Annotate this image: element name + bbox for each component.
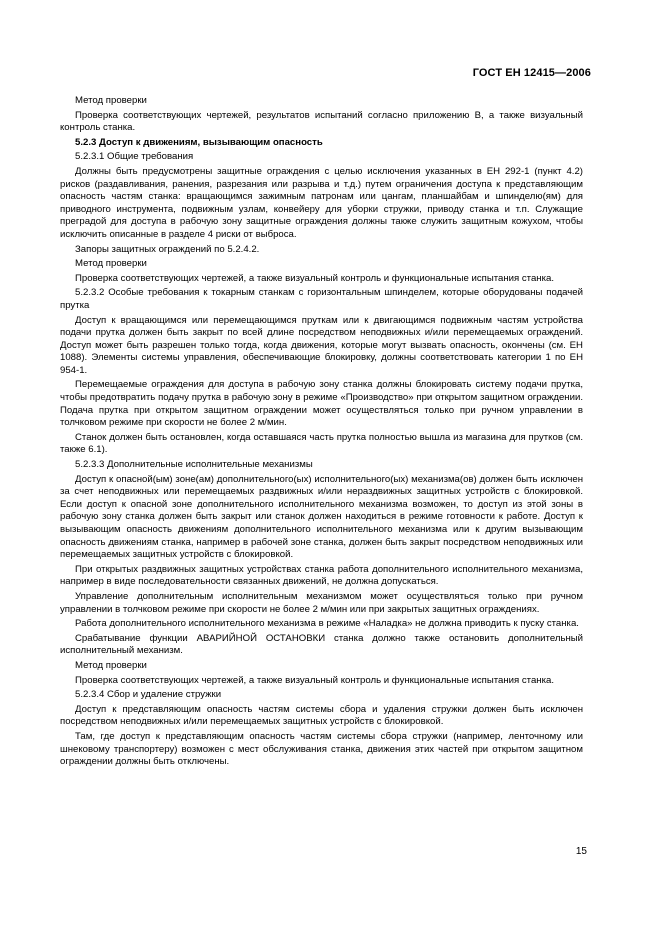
subsection-heading: 5.2.3.2 Особые требования к токарным станкам с горизонтальным шпинделем, которые оборудованы подачей прутка bbox=[60, 287, 583, 311]
section-heading: 5.2.3 Доступ к движениям, вызывающим опасность bbox=[75, 136, 323, 148]
paragraph: Метод проверки bbox=[75, 95, 147, 106]
subsection-heading: 5.2.3.4 Сбор и удаление стружки bbox=[75, 689, 222, 701]
subsection-heading: 5.2.3.3 Дополнительные исполнительные механизмы bbox=[75, 459, 313, 471]
paragraph: Срабатывание функции АВАРИЙНОЙ ОСТАНОВКИ станка должно также остановить дополнительный исполнительный механизм. bbox=[60, 632, 583, 657]
paragraph: Там, где доступ к представляющим опасность частям системы сбора стружки (например, ленточному или шнековому транспортеру) возможен с мест обслуживания станка, движения этих частей при открытом защитном ограждении должны быть отключены. bbox=[60, 730, 583, 768]
paragraph: Доступ к вращающимся или перемещающимся пруткам или к двигающимся подвижным частям устройства подачи прутка должен быть закрыт по всей длине посредством неподвижных и/или перемещаемых ограждений. Доступ может быть разрешен только тогда, когда движения, которые могут вызвать опасность, окончены (см. ЕН 1088). Элементы системы управления, обеспечивающие блокировку, должны соответствовать категории 1 по ЕН 954-1. bbox=[60, 314, 583, 376]
paragraph: При открытых раздвижных защитных устройствах станка работа дополнительного исполнительного механизма, например в виде последовательности связанных движений, не должна допускаться. bbox=[60, 563, 583, 588]
page-number: 15 bbox=[575, 846, 587, 857]
subsection-heading: 5.2.3.1 Общие требования bbox=[75, 151, 194, 163]
paragraph: Проверка соответствующих чертежей, а также визуальный контроль и функциональные испытания станка. bbox=[75, 272, 554, 284]
paragraph: Запоры защитных ограждений по 5.2.4.2. bbox=[75, 243, 260, 255]
paragraph: Метод проверки bbox=[75, 659, 147, 671]
paragraph: Работа дополнительного исполнительного механизма в режиме «Наладка» не должна приводить к пуску станка. bbox=[75, 618, 579, 630]
paragraph: Метод проверки bbox=[75, 258, 147, 270]
paragraph: Доступ к опасной(ым) зоне(ам) дополнительного(ых) исполнительного(ых) механизма(ов) должен быть исключен за счет неподвижных или перемещаемых раздвижных и/или нераздвижных защитных устройств с блокировкой. Если доступ к опасной зоне дополнительного исполнительного механизма возможен, то доступ из этой зоны в рабочую зону станка должен быть закрыт или станок должен находиться в режиме готовности к работе. Доступ к вызывающим опасность движениям дополнительного исполнительного механизма или к другим вызывающим опасность движениям станка, например в рабочей зоне станка, должен быть закрыт посредством неподвижных или перемещаемых защитных устройств с блокировкой. bbox=[60, 473, 583, 561]
page-body bbox=[60, 95, 583, 771]
paragraph: Проверка соответствующих чертежей, а также визуальный контроль и функциональные испытания станка. bbox=[75, 674, 554, 686]
paragraph: Должны быть предусмотрены защитные ограждения с целью исключения указанных в ЕН 292-1 (пункт 4.2) рисков (раздавливания, ранения, разрезания или разрыва и т.д.) путем ограничения доступа к представляющим опасность частям станка: вращающимся зажимным патронам или цангам, планшайбам и шпинделю(ям) для приводного инструмента, подвижным узлам, конвейеру для уборки стружки, приводу станка и т.п. Служащие преградой для доступа в рабочую зону защитные ограждения должны также служить защитным кожухом, чтобы исключить описанные в разделе 4 риски от выброса. bbox=[60, 165, 583, 240]
paragraph: Управление дополнительным исполнительным механизмом может осуществляться только при ручном управлении в толчковом режиме при скорости не более 2 м/мин или при закрытых защитных ограждениях. bbox=[60, 590, 583, 615]
paragraph: Проверка соответствующих чертежей, результатов испытаний согласно приложению B, а также визуальный контроль станка. bbox=[60, 109, 583, 134]
paragraph: Станок должен быть остановлен, когда оставшаяся часть прутка полностью вышла из магазина для прутков (см. также 6.1). bbox=[60, 431, 583, 456]
document-code: ГОСТ ЕН 12415—2006 bbox=[472, 67, 591, 79]
paragraph: Перемещаемые ограждения для доступа в рабочую зону станка должны блокировать систему подачи прутка, чтобы предотвратить подачу прутка в рабочую зону в режиме «Производство» при открытом защитном ограждении. Подача прутка при открытом защитном ограждении может осуществляться только при ручном управлении в толчковом режиме при скорости не более 2 м/мин. bbox=[60, 379, 583, 429]
paragraph: Доступ к представляющим опасность частям системы сбора и удаления стружки должен быть исключен посредством неподвижных и/или перемещаемых защитных устройств с блокировкой. bbox=[60, 703, 583, 728]
